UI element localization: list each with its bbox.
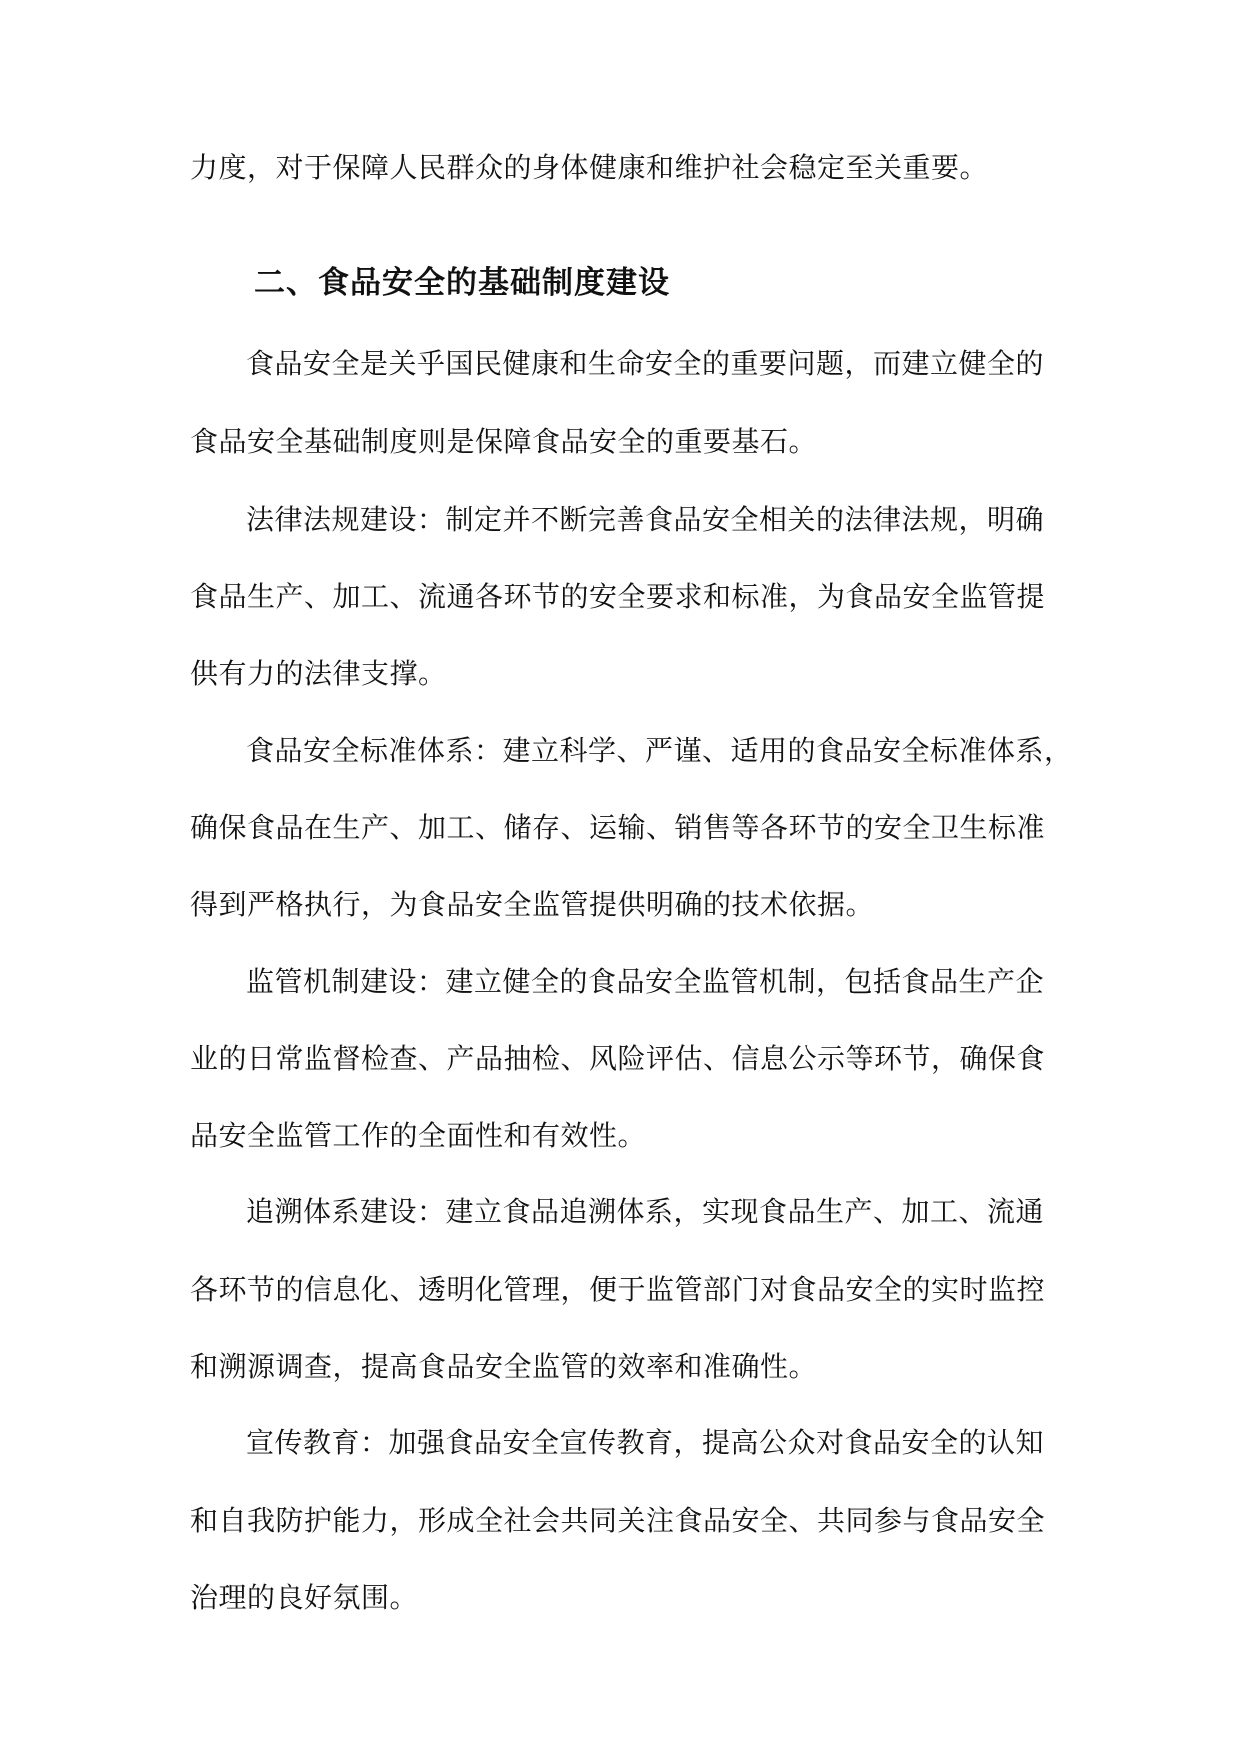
paragraph-line: 得到严格执行，为食品安全监管提供明确的技术依据。	[190, 888, 875, 921]
paragraph-line: 确保食品在生产、加工、储存、运输、销售等各环节的安全卫生标准	[190, 811, 1046, 844]
paragraph-line: 追溯体系建设：建立食品追溯体系，实现食品生产、加工、流通	[246, 1195, 1045, 1228]
paragraph-line: 业的日常监督检查、产品抽检、风险评估、信息公示等环节，确保食	[190, 1042, 1046, 1075]
paragraph-line: 食品安全是关乎国民健康和生命安全的重要问题，而建立健全的	[246, 347, 1045, 380]
paragraph-line: 品安全监管工作的全面性和有效性。	[190, 1119, 647, 1152]
paragraph-line: 治理的良好氛围。	[190, 1581, 419, 1614]
paragraph-line: 食品安全标准体系：建立科学、严谨、适用的食品安全标准体系，	[246, 734, 1073, 767]
continuation-line: 力度，对于保障人民群众的身体健康和维护社会稳定至关重要。	[190, 151, 989, 184]
paragraph-line: 和自我防护能力，形成全社会共同关注食品安全、共同参与食品安全	[190, 1504, 1046, 1537]
paragraph-line: 食品生产、加工、流通各环节的安全要求和标准，为食品安全监管提	[190, 580, 1046, 613]
paragraph-line: 监管机制建设：建立健全的食品安全监管机制，包括食品生产企	[246, 965, 1045, 998]
paragraph-line: 各环节的信息化、透明化管理，便于监管部门对食品安全的实时监控	[190, 1273, 1046, 1306]
paragraph-line: 食品安全基础制度则是保障食品安全的重要基石。	[190, 425, 818, 458]
paragraph-line: 宣传教育：加强食品安全宣传教育，提高公众对食品安全的认知	[246, 1426, 1045, 1459]
paragraph-line: 法律法规建设：制定并不断完善食品安全相关的法律法规，明确	[246, 503, 1045, 536]
paragraph-line: 和溯源调查，提高食品安全监管的效率和准确性。	[190, 1350, 818, 1383]
paragraph-line: 供有力的法律支撑。	[190, 657, 447, 690]
section-heading: 二、食品安全的基础制度建设	[254, 265, 670, 301]
